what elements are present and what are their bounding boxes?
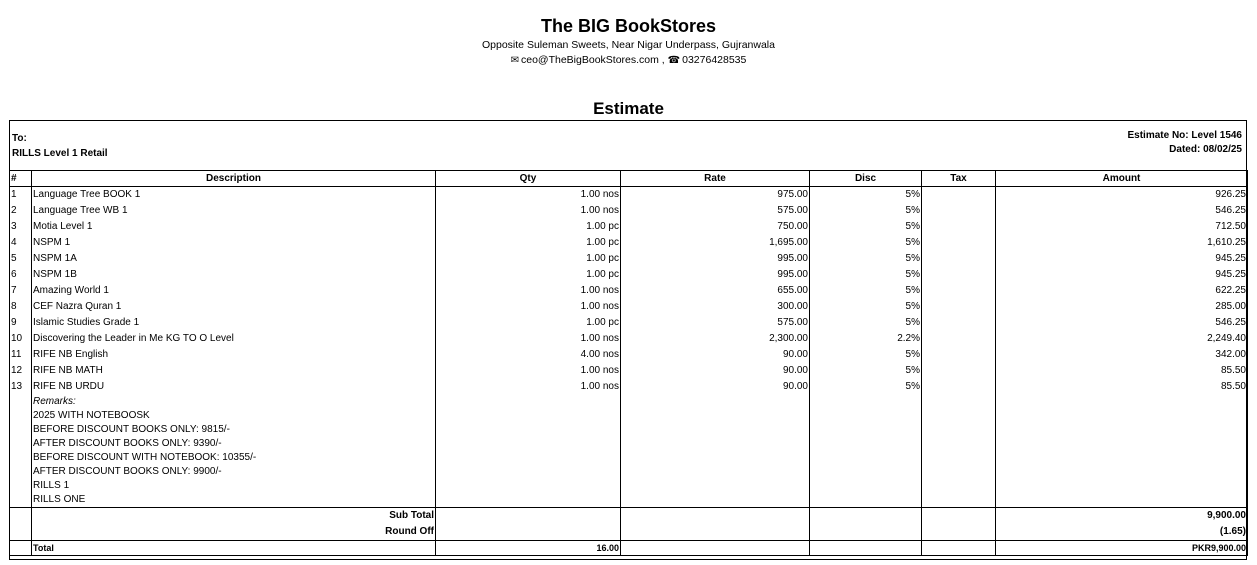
remark-line: AFTER DISCOUNT BOOKS ONLY: 9390/-: [33, 438, 222, 449]
item-disc: 5%: [810, 267, 922, 283]
table-header-row: [10, 171, 1248, 187]
table-row: [10, 379, 1248, 395]
remark-line: BEFORE DISCOUNT WITH NOTEBOOK: 10355/-: [33, 452, 257, 463]
item-number: 6: [10, 267, 32, 283]
item-rate: 575.00: [621, 315, 810, 331]
item-amount: 285.00: [996, 299, 1248, 315]
item-number: 1: [10, 187, 32, 204]
item-disc: 5%: [810, 283, 922, 299]
estimate-info: [1128, 129, 1243, 157]
table-row: [10, 347, 1248, 363]
remark-line: BEFORE DISCOUNT BOOKS ONLY: 9815/-: [33, 424, 230, 435]
item-description: RIFE NB English: [32, 347, 436, 363]
item-number: 7: [10, 283, 32, 299]
item-disc: 5%: [810, 251, 922, 267]
item-rate: 90.00: [621, 379, 810, 395]
remarks-lines: [33, 409, 434, 507]
table-row: [10, 363, 1248, 379]
subtotal-row: [10, 508, 1248, 525]
to-label: To:: [12, 133, 27, 144]
item-amount: 85.50: [996, 363, 1248, 379]
item-qty: 1.00 pc: [436, 251, 621, 267]
item-amount: 546.25: [996, 315, 1248, 331]
table-row: [10, 331, 1248, 347]
item-number: 4: [10, 235, 32, 251]
item-qty: 1.00 nos: [436, 363, 621, 379]
subtotal-label: Sub Total: [32, 508, 436, 525]
store-address: Opposite Suleman Sweets, Near Nigar Underpass, Gujranwala: [482, 39, 775, 51]
table-row: [10, 267, 1248, 283]
item-number: 13: [10, 379, 32, 395]
item-description: Language Tree BOOK 1: [32, 187, 436, 204]
item-disc: 5%: [810, 203, 922, 219]
item-rate: 655.00: [621, 283, 810, 299]
item-disc: 5%: [810, 363, 922, 379]
col-header-tax: Tax: [922, 171, 996, 187]
item-tax: [922, 267, 996, 283]
col-header-disc: Disc: [810, 171, 922, 187]
total-qty: 16.00: [436, 541, 621, 556]
remark-line: 2025 WITH NOTEBOOSK: [33, 410, 150, 421]
estimate-number: Estimate No: Level 1546: [1127, 130, 1242, 141]
table-row: [10, 299, 1248, 315]
item-description: NSPM 1A: [32, 251, 436, 267]
table-row: [10, 315, 1248, 331]
remark-line: RILLS 1: [33, 480, 70, 491]
item-amount: 342.00: [996, 347, 1248, 363]
item-description: Language Tree WB 1: [32, 203, 436, 219]
item-qty: 1.00 nos: [436, 331, 621, 347]
item-rows: [10, 187, 1248, 396]
roundoff-value: (1.65): [996, 524, 1248, 541]
item-qty: 1.00 nos: [436, 299, 621, 315]
estimate-frame: [9, 120, 1247, 560]
item-qty: 4.00 nos: [436, 347, 621, 363]
item-number: 5: [10, 251, 32, 267]
total-row: [10, 541, 1248, 556]
item-rate: 1,695.00: [621, 235, 810, 251]
item-qty: 1.00 pc: [436, 267, 621, 283]
item-amount: 85.50: [996, 379, 1248, 395]
remarks-row: [10, 395, 1248, 508]
item-disc: 5%: [810, 235, 922, 251]
store-phone: 03276428535: [682, 54, 747, 66]
item-description: Amazing World 1: [32, 283, 436, 299]
item-disc: 2.2%: [810, 331, 922, 347]
table-row: [10, 187, 1248, 204]
item-tax: [922, 187, 996, 204]
item-qty: 1.00 pc: [436, 235, 621, 251]
item-disc: 5%: [810, 219, 922, 235]
item-amount: 945.25: [996, 267, 1248, 283]
col-header-rate: Rate: [621, 171, 810, 187]
store-header: [0, 14, 1257, 68]
col-header-qty: Qty: [436, 171, 621, 187]
item-amount: 1,610.25: [996, 235, 1248, 251]
remark-line: RILLS ONE: [33, 494, 86, 505]
item-amount: 926.25: [996, 187, 1248, 204]
item-tax: [922, 219, 996, 235]
item-description: Motia Level 1: [32, 219, 436, 235]
item-tax: [922, 283, 996, 299]
item-disc: 5%: [810, 187, 922, 204]
item-tax: [922, 235, 996, 251]
item-rate: 995.00: [621, 267, 810, 283]
envelope-icon: ✉: [510, 55, 519, 66]
item-amount: 2,249.40: [996, 331, 1248, 347]
item-description: NSPM 1: [32, 235, 436, 251]
item-rate: 300.00: [621, 299, 810, 315]
item-rate: 90.00: [621, 363, 810, 379]
item-tax: [922, 299, 996, 315]
item-description: CEF Nazra Quran 1: [32, 299, 436, 315]
col-header-amount: Amount: [996, 171, 1248, 187]
item-disc: 5%: [810, 315, 922, 331]
item-rate: 575.00: [621, 203, 810, 219]
item-rate: 2,300.00: [621, 331, 810, 347]
item-amount: 945.25: [996, 251, 1248, 267]
item-qty: 1.00 pc: [436, 315, 621, 331]
store-name: The BIG BookStores: [540, 16, 717, 36]
table-row: [10, 235, 1248, 251]
col-header-description: Description: [32, 171, 436, 187]
item-rate: 750.00: [621, 219, 810, 235]
to-block: [12, 131, 108, 161]
item-tax: [922, 315, 996, 331]
item-number: 3: [10, 219, 32, 235]
table-row: [10, 203, 1248, 219]
item-description: RIFE NB MATH: [32, 363, 436, 379]
item-rate: 975.00: [621, 187, 810, 204]
item-rate: 90.00: [621, 347, 810, 363]
roundoff-row: [10, 524, 1248, 541]
item-tax: [922, 363, 996, 379]
table-row: [10, 283, 1248, 299]
col-header-number: #: [10, 171, 32, 187]
item-description: NSPM 1B: [32, 267, 436, 283]
item-tax: [922, 379, 996, 395]
item-qty: 1.00 nos: [436, 203, 621, 219]
item-description: RIFE NB URDU: [32, 379, 436, 395]
table-row: [10, 219, 1248, 235]
item-number: 11: [10, 347, 32, 363]
table-row: [10, 251, 1248, 267]
item-disc: 5%: [810, 347, 922, 363]
item-amount: 546.25: [996, 203, 1248, 219]
item-tax: [922, 347, 996, 363]
remarks-cell: [32, 395, 436, 508]
item-tax: [922, 203, 996, 219]
document-title: Estimate: [593, 99, 664, 118]
total-label: Total: [32, 541, 436, 556]
item-description: Islamic Studies Grade 1: [32, 315, 436, 331]
item-tax: [922, 331, 996, 347]
remark-line: AFTER DISCOUNT BOOKS ONLY: 9900/-: [33, 466, 222, 477]
item-number: 10: [10, 331, 32, 347]
item-qty: 1.00 nos: [436, 379, 621, 395]
item-disc: 5%: [810, 299, 922, 315]
item-description: Discovering the Leader in Me KG TO O Level: [32, 331, 436, 347]
item-qty: 1.00 pc: [436, 219, 621, 235]
store-email: ceo@TheBigBookStores.com ,: [521, 54, 665, 66]
item-rate: 995.00: [621, 251, 810, 267]
item-number: 2: [10, 203, 32, 219]
item-tax: [922, 251, 996, 267]
item-qty: 1.00 nos: [436, 187, 621, 204]
total-amount: PKR9,900.00: [996, 541, 1248, 556]
item-qty: 1.00 nos: [436, 283, 621, 299]
estimate-date: Dated: 08/02/25: [1169, 144, 1242, 155]
remarks-title: Remarks:: [33, 396, 76, 407]
store-contact: [0, 53, 1257, 68]
roundoff-label: Round Off: [32, 524, 436, 541]
subtotal-value: 9,900.00: [996, 508, 1248, 525]
item-number: 8: [10, 299, 32, 315]
item-number: 9: [10, 315, 32, 331]
item-disc: 5%: [810, 379, 922, 395]
item-amount: 622.25: [996, 283, 1248, 299]
items-table: [9, 170, 1248, 556]
customer-name: RILLS Level 1 Retail: [12, 148, 108, 159]
item-amount: 712.50: [996, 219, 1248, 235]
phone-icon: ☎: [667, 55, 681, 66]
item-number: 12: [10, 363, 32, 379]
